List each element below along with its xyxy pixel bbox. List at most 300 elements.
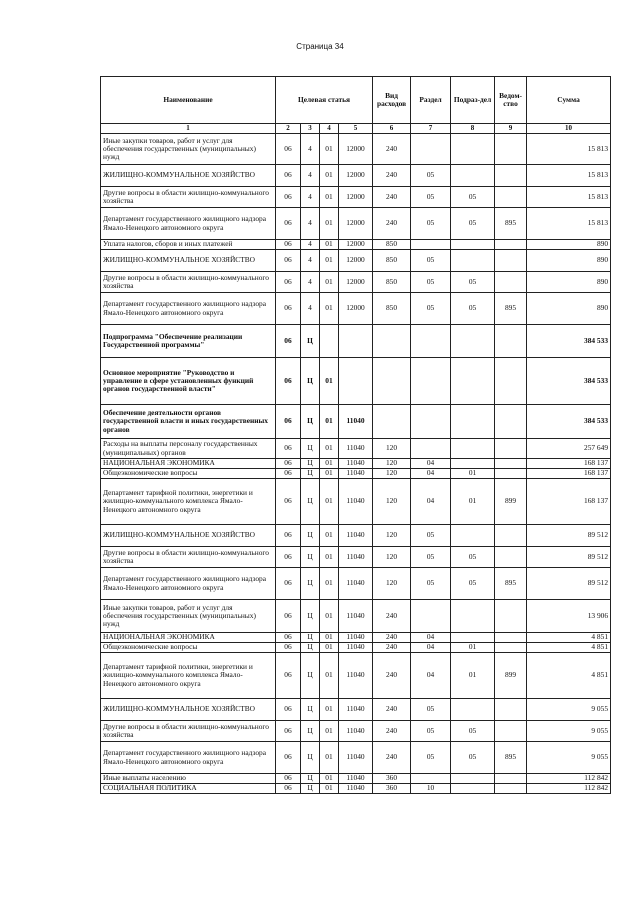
subsection xyxy=(451,405,495,439)
amount: 4 851 xyxy=(527,653,611,699)
amount: 89 512 xyxy=(527,525,611,547)
department-code xyxy=(495,643,527,653)
target-code-direction: 11040 xyxy=(339,547,373,568)
section xyxy=(411,439,451,459)
target-code-program: 06 xyxy=(276,568,301,600)
target-code-event: 01 xyxy=(320,208,339,240)
col-number: 3 xyxy=(301,124,320,134)
section: 05 xyxy=(411,742,451,774)
target-code-direction: 11040 xyxy=(339,568,373,600)
department-code xyxy=(495,325,527,358)
department-code xyxy=(495,272,527,293)
target-code-event: 01 xyxy=(320,653,339,699)
target-code-direction: 11040 xyxy=(339,439,373,459)
subsection xyxy=(451,600,495,633)
table-row xyxy=(101,774,611,784)
target-code-subprogram: 4 xyxy=(301,165,320,187)
amount: 89 512 xyxy=(527,547,611,568)
target-code-event: 01 xyxy=(320,240,339,250)
target-code-event: 01 xyxy=(320,643,339,653)
target-code-event xyxy=(320,325,339,358)
expense-type: 240 xyxy=(373,721,411,742)
budget-table xyxy=(100,76,611,794)
target-code-subprogram: Ц xyxy=(301,653,320,699)
row-name: Расходы на выплаты персоналу государственных (муниципальных) органов xyxy=(101,439,276,459)
section: 05 xyxy=(411,547,451,568)
table-row xyxy=(101,208,611,240)
department-code xyxy=(495,187,527,208)
col-number: 6 xyxy=(373,124,411,134)
department-code xyxy=(495,358,527,405)
table-row xyxy=(101,240,611,250)
expense-type: 120 xyxy=(373,459,411,469)
table-row xyxy=(101,600,611,633)
target-code-subprogram: Ц xyxy=(301,479,320,525)
subsection xyxy=(451,459,495,469)
amount: 15 813 xyxy=(527,187,611,208)
target-code-program: 06 xyxy=(276,358,301,405)
row-name: Департамент государственного жилищного надзора Ямало-Ненецкого автономного округа xyxy=(101,568,276,600)
target-code-subprogram: Ц xyxy=(301,547,320,568)
target-code-subprogram: Ц xyxy=(301,774,320,784)
row-name: Иные закупки товаров, работ и услуг для обеспечения государственных (муниципальных) нужд xyxy=(101,134,276,165)
target-code-event: 01 xyxy=(320,547,339,568)
target-code-subprogram: Ц xyxy=(301,784,320,794)
target-code-program: 06 xyxy=(276,643,301,653)
expense-type: 120 xyxy=(373,439,411,459)
expense-type: 360 xyxy=(373,784,411,794)
department-code xyxy=(495,469,527,479)
expense-type: 120 xyxy=(373,568,411,600)
expense-type: 240 xyxy=(373,187,411,208)
subsection: 01 xyxy=(451,653,495,699)
department-code: 895 xyxy=(495,742,527,774)
section: 05 xyxy=(411,187,451,208)
subsection xyxy=(451,240,495,250)
expense-type xyxy=(373,325,411,358)
row-name: Департамент тарифной политики, энергетики и жилищно-коммунального комплекса Ямало-Ненецкого автономного округа xyxy=(101,653,276,699)
subsection: 01 xyxy=(451,643,495,653)
section: 05 xyxy=(411,208,451,240)
amount: 168 137 xyxy=(527,459,611,469)
table-row xyxy=(101,699,611,721)
target-code-event: 01 xyxy=(320,293,339,325)
amount: 9 055 xyxy=(527,721,611,742)
section: 04 xyxy=(411,653,451,699)
section: 04 xyxy=(411,459,451,469)
subsection: 05 xyxy=(451,721,495,742)
target-code-subprogram: Ц xyxy=(301,721,320,742)
department-code: 895 xyxy=(495,568,527,600)
target-code-program: 06 xyxy=(276,653,301,699)
row-name: Департамент государственного жилищного надзора Ямало-Ненецкого автономного округа xyxy=(101,208,276,240)
target-code-event: 01 xyxy=(320,633,339,643)
row-name: Основное мероприятие "Руководство и управление в сфере установленных функций органов государственной власти" xyxy=(101,358,276,405)
target-code-event: 01 xyxy=(320,699,339,721)
subsection xyxy=(451,325,495,358)
target-code-direction: 11040 xyxy=(339,459,373,469)
col-number: 8 xyxy=(451,124,495,134)
expense-type: 850 xyxy=(373,272,411,293)
table-row xyxy=(101,721,611,742)
row-name: СОЦИАЛЬНАЯ ПОЛИТИКА xyxy=(101,784,276,794)
row-name: Иные закупки товаров, работ и услуг для обеспечения государственных (муниципальных) нужд xyxy=(101,600,276,633)
subsection xyxy=(451,525,495,547)
target-code-direction: 12000 xyxy=(339,165,373,187)
department-code xyxy=(495,240,527,250)
header-row xyxy=(101,77,611,124)
section: 05 xyxy=(411,250,451,272)
header-subsection: Подраз-дел xyxy=(451,77,495,124)
amount: 89 512 xyxy=(527,568,611,600)
table-row xyxy=(101,439,611,459)
department-code xyxy=(495,165,527,187)
target-code-program: 06 xyxy=(276,165,301,187)
row-name: ЖИЛИЩНО-КОММУНАЛЬНОЕ ХОЗЯЙСТВО xyxy=(101,525,276,547)
subsection xyxy=(451,784,495,794)
target-code-program: 06 xyxy=(276,293,301,325)
target-code-subprogram: Ц xyxy=(301,568,320,600)
amount: 384 533 xyxy=(527,405,611,439)
department-code: 895 xyxy=(495,208,527,240)
row-name: Другие вопросы в области жилищно-коммунального хозяйства xyxy=(101,721,276,742)
target-code-subprogram: Ц xyxy=(301,358,320,405)
amount: 9 055 xyxy=(527,742,611,774)
section: 05 xyxy=(411,568,451,600)
target-code-subprogram: Ц xyxy=(301,525,320,547)
target-code-event: 01 xyxy=(320,742,339,774)
row-name: Департамент государственного жилищного надзора Ямало-Ненецкого автономного округа xyxy=(101,293,276,325)
target-code-program: 06 xyxy=(276,405,301,439)
section xyxy=(411,405,451,439)
table-row xyxy=(101,134,611,165)
section xyxy=(411,774,451,784)
target-code-subprogram: 4 xyxy=(301,208,320,240)
section: 04 xyxy=(411,479,451,525)
subsection xyxy=(451,699,495,721)
target-code-subprogram: Ц xyxy=(301,469,320,479)
row-name: Другие вопросы в области жилищно-коммунального хозяйства xyxy=(101,272,276,293)
target-code-program: 06 xyxy=(276,742,301,774)
department-code xyxy=(495,134,527,165)
col-number: 5 xyxy=(339,124,373,134)
section: 05 xyxy=(411,699,451,721)
target-code-subprogram: Ц xyxy=(301,325,320,358)
amount: 890 xyxy=(527,272,611,293)
target-code-direction xyxy=(339,358,373,405)
row-name: Подпрограмма "Обеспечение реализации Государственной программы" xyxy=(101,325,276,358)
target-code-direction: 12000 xyxy=(339,250,373,272)
row-name: Другие вопросы в области жилищно-коммунального хозяйства xyxy=(101,187,276,208)
row-name: Общеэкономические вопросы xyxy=(101,469,276,479)
row-name: ЖИЛИЩНО-КОММУНАЛЬНОЕ ХОЗЯЙСТВО xyxy=(101,250,276,272)
subsection xyxy=(451,250,495,272)
subsection: 05 xyxy=(451,293,495,325)
section xyxy=(411,240,451,250)
table-row xyxy=(101,293,611,325)
department-code xyxy=(495,405,527,439)
target-code-event: 01 xyxy=(320,358,339,405)
expense-type: 240 xyxy=(373,600,411,633)
target-code-direction: 11040 xyxy=(339,469,373,479)
target-code-program: 06 xyxy=(276,250,301,272)
department-code xyxy=(495,721,527,742)
section xyxy=(411,134,451,165)
section: 05 xyxy=(411,721,451,742)
expense-type: 240 xyxy=(373,742,411,774)
target-code-event: 01 xyxy=(320,568,339,600)
amount: 13 906 xyxy=(527,600,611,633)
amount: 890 xyxy=(527,293,611,325)
table-row xyxy=(101,358,611,405)
target-code-event: 01 xyxy=(320,525,339,547)
target-code-subprogram: 4 xyxy=(301,187,320,208)
row-name: Другие вопросы в области жилищно-коммунального хозяйства xyxy=(101,547,276,568)
target-code-event: 01 xyxy=(320,439,339,459)
target-code-direction: 11040 xyxy=(339,405,373,439)
row-name: Иные выплаты населению xyxy=(101,774,276,784)
section xyxy=(411,358,451,405)
target-code-program: 06 xyxy=(276,547,301,568)
section: 04 xyxy=(411,469,451,479)
amount: 15 813 xyxy=(527,134,611,165)
table-row xyxy=(101,405,611,439)
expense-type: 240 xyxy=(373,633,411,643)
subsection: 05 xyxy=(451,547,495,568)
target-code-program: 06 xyxy=(276,469,301,479)
subsection: 05 xyxy=(451,187,495,208)
section: 05 xyxy=(411,525,451,547)
amount: 15 813 xyxy=(527,165,611,187)
section: 05 xyxy=(411,272,451,293)
table-row xyxy=(101,479,611,525)
target-code-program: 06 xyxy=(276,272,301,293)
expense-type xyxy=(373,405,411,439)
table-row xyxy=(101,187,611,208)
target-code-direction: 12000 xyxy=(339,240,373,250)
subsection xyxy=(451,774,495,784)
row-name: Общеэкономические вопросы xyxy=(101,643,276,653)
subsection: 05 xyxy=(451,742,495,774)
expense-type: 240 xyxy=(373,134,411,165)
expense-type: 850 xyxy=(373,250,411,272)
col-number: 2 xyxy=(276,124,301,134)
table-row xyxy=(101,653,611,699)
section: 10 xyxy=(411,784,451,794)
target-code-program: 06 xyxy=(276,208,301,240)
department-code xyxy=(495,250,527,272)
subsection: 05 xyxy=(451,568,495,600)
amount: 168 137 xyxy=(527,479,611,525)
target-code-direction: 11040 xyxy=(339,699,373,721)
target-code-event: 01 xyxy=(320,250,339,272)
col-number: 1 xyxy=(101,124,276,134)
target-code-program: 06 xyxy=(276,325,301,358)
subsection xyxy=(451,134,495,165)
target-code-program: 06 xyxy=(276,525,301,547)
department-code: 899 xyxy=(495,479,527,525)
target-code-direction: 11040 xyxy=(339,784,373,794)
target-code-direction: 12000 xyxy=(339,208,373,240)
row-name: Уплата налогов, сборов и иных платежей xyxy=(101,240,276,250)
expense-type: 120 xyxy=(373,469,411,479)
subsection xyxy=(451,358,495,405)
target-code-subprogram: Ц xyxy=(301,633,320,643)
table-row xyxy=(101,547,611,568)
target-code-subprogram: 4 xyxy=(301,134,320,165)
department-code xyxy=(495,774,527,784)
expense-type: 240 xyxy=(373,165,411,187)
department-code: 899 xyxy=(495,653,527,699)
expense-type: 240 xyxy=(373,208,411,240)
table-row xyxy=(101,643,611,653)
amount: 15 813 xyxy=(527,208,611,240)
table-row xyxy=(101,272,611,293)
target-code-program: 06 xyxy=(276,187,301,208)
target-code-program: 06 xyxy=(276,459,301,469)
target-code-direction: 11040 xyxy=(339,600,373,633)
section: 04 xyxy=(411,633,451,643)
target-code-program: 06 xyxy=(276,784,301,794)
header-section: Раздел xyxy=(411,77,451,124)
target-code-event: 01 xyxy=(320,774,339,784)
target-code-event: 01 xyxy=(320,405,339,439)
target-code-direction: 11040 xyxy=(339,653,373,699)
expense-type: 120 xyxy=(373,479,411,525)
target-code-subprogram: Ц xyxy=(301,742,320,774)
subsection: 05 xyxy=(451,272,495,293)
target-code-subprogram: Ц xyxy=(301,699,320,721)
target-code-direction: 11040 xyxy=(339,633,373,643)
target-code-subprogram: 4 xyxy=(301,250,320,272)
section: 05 xyxy=(411,165,451,187)
target-code-direction: 11040 xyxy=(339,643,373,653)
target-code-event: 01 xyxy=(320,721,339,742)
expense-type: 120 xyxy=(373,547,411,568)
target-code-program: 06 xyxy=(276,699,301,721)
row-name: Департамент государственного жилищного надзора Ямало-Ненецкого автономного округа xyxy=(101,742,276,774)
department-code xyxy=(495,633,527,643)
subsection: 01 xyxy=(451,469,495,479)
target-code-event: 01 xyxy=(320,479,339,525)
target-code-program: 06 xyxy=(276,600,301,633)
target-code-direction: 11040 xyxy=(339,479,373,525)
department-code xyxy=(495,439,527,459)
department-code xyxy=(495,699,527,721)
amount: 890 xyxy=(527,250,611,272)
subsection: 05 xyxy=(451,208,495,240)
subsection xyxy=(451,165,495,187)
row-name: ЖИЛИЩНО-КОММУНАЛЬНОЕ ХОЗЯЙСТВО xyxy=(101,165,276,187)
target-code-event: 01 xyxy=(320,187,339,208)
row-name: Департамент тарифной политики, энергетики и жилищно-коммунального комплекса Ямало-Ненецкого автономного округа xyxy=(101,479,276,525)
header-sum: Сумма xyxy=(527,77,611,124)
department-code xyxy=(495,784,527,794)
amount: 168 137 xyxy=(527,469,611,479)
table-row xyxy=(101,633,611,643)
amount: 112 842 xyxy=(527,784,611,794)
target-code-program: 06 xyxy=(276,240,301,250)
table-row xyxy=(101,325,611,358)
target-code-subprogram: Ц xyxy=(301,405,320,439)
expense-type: 240 xyxy=(373,643,411,653)
page-number: Страница 34 xyxy=(296,42,344,51)
table-row xyxy=(101,250,611,272)
target-code-subprogram: Ц xyxy=(301,643,320,653)
target-code-direction: 12000 xyxy=(339,272,373,293)
section: 05 xyxy=(411,293,451,325)
target-code-subprogram: Ц xyxy=(301,600,320,633)
target-code-direction: 12000 xyxy=(339,187,373,208)
subsection xyxy=(451,633,495,643)
row-name: НАЦИОНАЛЬНАЯ ЭКОНОМИКА xyxy=(101,459,276,469)
section xyxy=(411,325,451,358)
row-name: Обеспечение деятельности органов государственной власти и иных государственных органов xyxy=(101,405,276,439)
department-code: 895 xyxy=(495,293,527,325)
table-row xyxy=(101,459,611,469)
amount: 9 055 xyxy=(527,699,611,721)
table-row xyxy=(101,165,611,187)
expense-type: 240 xyxy=(373,699,411,721)
section xyxy=(411,600,451,633)
target-code-program: 06 xyxy=(276,774,301,784)
target-code-direction: 11040 xyxy=(339,721,373,742)
table-body xyxy=(101,134,611,794)
row-name: НАЦИОНАЛЬНАЯ ЭКОНОМИКА xyxy=(101,633,276,643)
expense-type: 240 xyxy=(373,653,411,699)
amount: 4 851 xyxy=(527,633,611,643)
header-target-article: Целевая статья xyxy=(276,77,373,124)
target-code-event: 01 xyxy=(320,469,339,479)
row-name: ЖИЛИЩНО-КОММУНАЛЬНОЕ ХОЗЯЙСТВО xyxy=(101,699,276,721)
target-code-event: 01 xyxy=(320,784,339,794)
amount: 257 649 xyxy=(527,439,611,459)
target-code-subprogram: Ц xyxy=(301,439,320,459)
target-code-direction xyxy=(339,325,373,358)
target-code-program: 06 xyxy=(276,479,301,525)
target-code-subprogram: 4 xyxy=(301,240,320,250)
target-code-program: 06 xyxy=(276,721,301,742)
expense-type: 850 xyxy=(373,240,411,250)
expense-type: 850 xyxy=(373,293,411,325)
subsection xyxy=(451,439,495,459)
target-code-direction: 11040 xyxy=(339,742,373,774)
target-code-event: 01 xyxy=(320,165,339,187)
table-row xyxy=(101,525,611,547)
expense-type xyxy=(373,358,411,405)
expense-type: 120 xyxy=(373,525,411,547)
expense-type: 360 xyxy=(373,774,411,784)
target-code-subprogram: Ц xyxy=(301,459,320,469)
col-number: 7 xyxy=(411,124,451,134)
target-code-direction: 11040 xyxy=(339,774,373,784)
target-code-event: 01 xyxy=(320,272,339,293)
department-code xyxy=(495,459,527,469)
target-code-direction: 11040 xyxy=(339,525,373,547)
table-row xyxy=(101,469,611,479)
header-name: Наименование xyxy=(101,77,276,124)
amount: 4 851 xyxy=(527,643,611,653)
amount: 890 xyxy=(527,240,611,250)
col-number: 10 xyxy=(527,124,611,134)
department-code xyxy=(495,600,527,633)
target-code-direction: 12000 xyxy=(339,134,373,165)
target-code-program: 06 xyxy=(276,633,301,643)
amount: 112 842 xyxy=(527,774,611,784)
header-department: Ведом-ство xyxy=(495,77,527,124)
amount: 384 533 xyxy=(527,325,611,358)
section: 04 xyxy=(411,643,451,653)
